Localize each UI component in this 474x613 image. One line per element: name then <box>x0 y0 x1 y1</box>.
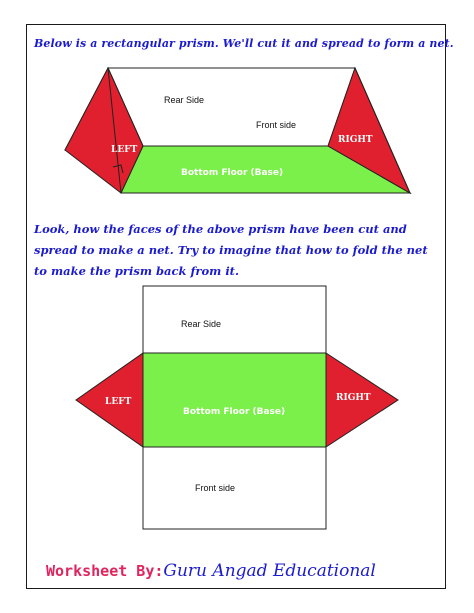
prism-rear-side-label: Rear Side <box>164 95 205 105</box>
net-rear-face <box>143 286 326 353</box>
net-base-label: Bottom Floor (Base) <box>183 407 286 417</box>
prism-base-label: Bottom Floor (Base) <box>181 168 284 178</box>
prism-right-label: RIGHT <box>338 135 373 145</box>
net-left-label: LEFT <box>105 397 132 407</box>
net-base-face <box>143 353 326 447</box>
prism-front-side-label: Front side <box>256 120 297 130</box>
footer-label: Worksheet By: <box>46 562 164 580</box>
net-front-side-label: Front side <box>195 483 236 493</box>
intro-text: Below is a rectangular prism. We'll cut it and spread to form a net. <box>34 37 454 50</box>
net-rear-side-label: Rear Side <box>181 319 222 329</box>
footer-author: Guru Angad Educational <box>163 561 376 581</box>
prism-left-label: LEFT <box>111 145 138 155</box>
footer <box>46 561 376 581</box>
description-text: Look, how the faces of the above prism have been cut and spread to make a net. Try to imagine that how to fold the net to make the prism back from it. <box>34 222 428 278</box>
net-right-label: RIGHT <box>336 393 371 403</box>
